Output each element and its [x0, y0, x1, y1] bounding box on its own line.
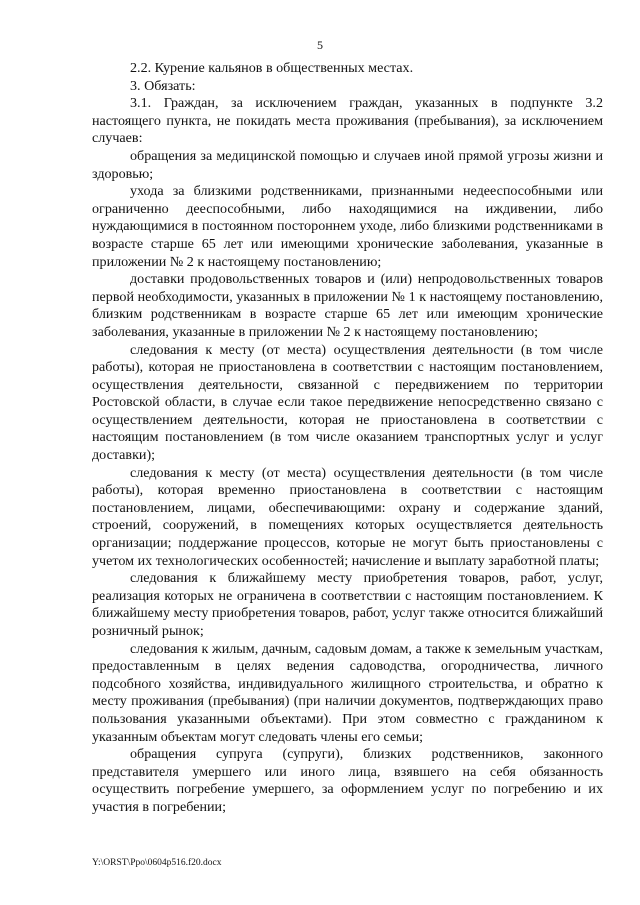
paragraph: ухода за близкими родственниками, признанными недееспособными или ограниченно дееспособными, либо находящимися на иждивении, либо нуждающимися в постоянном постороннем уходе, либо близкими родственниками в возрасте старше 65 лет или имеющими хронические заболевания, указанные в приложении № 2 к настоящему постановлению;: [92, 183, 603, 270]
document-body: [92, 60, 603, 817]
paragraph: обращения за медицинской помощью и случаев иной прямой угрозы жизни и здоровью;: [92, 147, 603, 182]
paragraph: следования к месту (от места) осуществления деятельности (в том числе работы), которая не приостановлена в соответствии с настоящим постановлением, осуществления деятельности, связанной с передвижением по территории Ростовской области, в случае если такое передвижение непосредственно связано с осуществлением деятельности, которая не приостановлена в соответствии с настоящим постановлением (в том числе оказанием транспортных услуг и услуг доставки);: [92, 341, 603, 464]
paragraph: обращения супруга (супруги), близких родственников, законного представителя умершего или иного лица, взявшего на себя обязанность осуществить погребение умершего, за оформлением услуг по погребению и их участия в погребении;: [92, 746, 603, 815]
paragraph: доставки продовольственных товаров и (или) непродовольственных товаров первой необходимости, указанных в приложении № 1 к настоящему постановлению, близким родственникам в возрасте старше 65 лет или имеющим хронические заболевания, указанные в приложении № 2 к настоящему постановлению;: [92, 271, 603, 340]
paragraph: следования к жилым, дачным, садовым домам, а также к земельным участкам, предоставленным в целях ведения садоводства, огородничества, личного подсобного хозяйства, индивидуального жилищного строительства, и обратно к месту проживания (пребывания) (при наличии документов, подтверждающих право пользования указанными объектами). При этом совместно с гражданином к указанным объектам могут следовать члены его семьи;: [92, 640, 603, 745]
paragraph: 3.1. Граждан, за исключением граждан, указанных в подпункте 3.2 настоящего пункта, не покидать места проживания (пребывания), за исключением случаев:: [92, 95, 603, 147]
page-number: 5: [317, 38, 323, 52]
paragraph: 3. Обязать:: [130, 77, 196, 94]
paragraph: следования к месту (от места) осуществления деятельности (в том числе работы), которая временно приостановлена в соответствии с настоящим постановлением, лицами, обеспечивающими: охрану и содержание зданий, строений, сооружений, в помещениях которых осуществляется деятельность организации; поддержание процессов, которые не могут быть приостановлены с учетом их технологических особенностей; начисление и выплату заработной платы;: [92, 464, 603, 569]
paragraph: 2.2. Курение кальянов в общественных местах.: [130, 60, 414, 76]
footer-file-path: Y:\ORST\Ppo\0604p516.f20.docx: [92, 858, 222, 868]
paragraph: следования к ближайшему месту приобретения товаров, работ, услуг, реализация которых не ограничена в соответствии с настоящим постановлением. К ближайшему месту приобретения товаров, работ, услуг также относится ближайший розничный рынок;: [92, 570, 603, 639]
